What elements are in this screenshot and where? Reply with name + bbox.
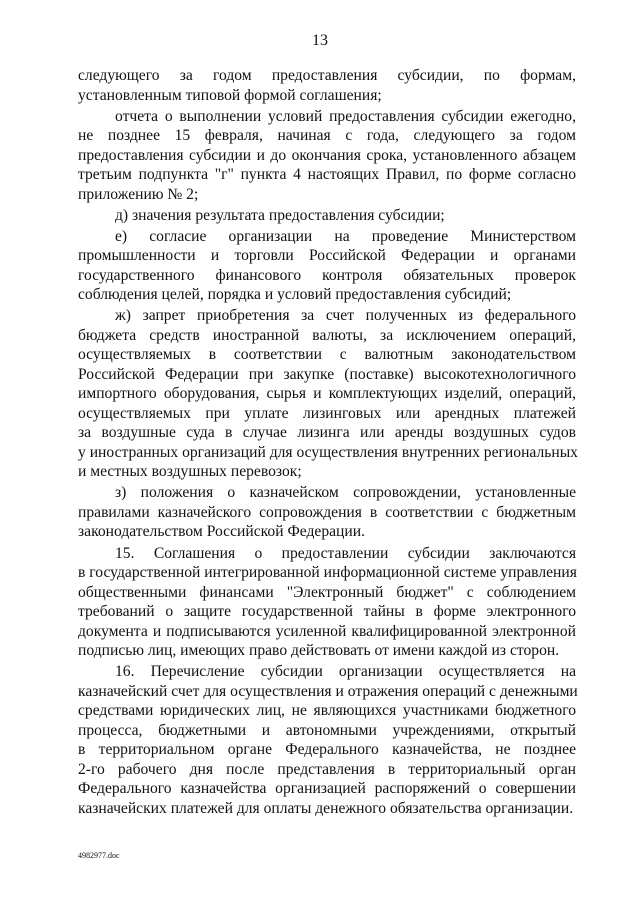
paragraph xyxy=(78,306,576,482)
text-line: казначейских платежей для оплаты денежного обязательства организации. xyxy=(78,799,574,817)
text-line: д) значения результата предоставления субсидии; xyxy=(115,206,445,224)
text-line: осуществляемых при уплате лизинговых или арендных платежей xyxy=(78,404,576,422)
text-line: подписью лиц, имеющих право действовать от имени каждой из сторон. xyxy=(78,642,560,660)
paragraph xyxy=(78,107,576,205)
paragraph xyxy=(78,544,576,661)
text-line: з) положения о казначейском сопровождении, установленные xyxy=(115,484,576,502)
text-line: и местных воздушных перевозок; xyxy=(78,463,302,481)
text-line: процесса, бюджетными и автономными учреждениями, открытый xyxy=(78,721,576,739)
text-line: законодательством Российской Федерации. xyxy=(78,523,365,541)
text-line: осуществляемых в соответствии с валютным законодательством xyxy=(78,346,576,364)
text-line: общественными финансами "Электронный бюджет" с соблюдением xyxy=(78,583,576,601)
document-body xyxy=(78,66,576,818)
text-line: Федерального казначейства организацией распоряжений о совершении xyxy=(78,780,576,798)
text-line: Российской Федерации при закупке (поставке) высокотехнологичного xyxy=(78,365,576,383)
text-line: бюджета средств иностранной валюты, за исключением операций, xyxy=(78,326,576,344)
text-line: е) согласие организации на проведение Министерством xyxy=(115,227,576,245)
text-line: ж) запрет приобретения за счет полученных из федерального xyxy=(115,307,576,325)
paragraph xyxy=(78,483,576,542)
text-line: в государственной интегрированной информационной системе управления xyxy=(78,564,577,582)
text-line: за воздушные суда в случае лизинга или аренды воздушных судов xyxy=(78,424,576,442)
text-line: 15. Соглашения о предоставлении субсидии заключаются xyxy=(115,544,576,562)
text-line: установленным типовой формой соглашения; xyxy=(78,86,382,104)
text-line: третьим подпункта "г" пункта 4 настоящих Правил, по форме согласно xyxy=(78,166,576,184)
footer-filename: 4982977.doc xyxy=(78,851,120,860)
text-line: в территориальном органе Федерального казначейства, не позднее xyxy=(78,741,576,759)
text-line: казначейский счет для осуществления и отражения операций с денежными xyxy=(78,682,578,700)
text-line: отчета о выполнении условий предоставления субсидии ежегодно, xyxy=(115,107,576,125)
text-line: промышленности и торговли Российской Федерации и органами xyxy=(78,247,576,265)
text-line: государственного финансового контроля обязательных проверок xyxy=(78,266,576,284)
text-line: приложению № 2; xyxy=(78,185,199,203)
paragraph xyxy=(78,66,576,105)
text-line: требований о защите государственной тайны в форме электронного xyxy=(78,603,576,621)
text-line: предоставления субсидии и до окончания срока, установленного абзацем xyxy=(78,146,576,164)
text-line: у иностранных организаций для осуществления внутренних региональных xyxy=(78,443,578,461)
text-line: следующего за годом предоставления субсидии, по формам, xyxy=(78,67,576,84)
text-line: средствами юридических лиц, не являющихся участниками бюджетного xyxy=(78,702,576,720)
paragraph xyxy=(78,227,576,305)
text-line: соблюдения целей, порядка и условий предоставления субсидий; xyxy=(78,286,512,304)
text-line: не позднее 15 февраля, начиная с года, следующего за годом xyxy=(78,127,576,145)
paragraph xyxy=(78,662,576,818)
text-line: 2-го рабочего дня после представления в территориальный орган xyxy=(78,760,576,778)
text-line: документа и подписываются усиленной квалифицированной электронной xyxy=(78,622,576,640)
text-line: правилами казначейского сопровождения в соответствии с бюджетным xyxy=(78,503,576,521)
page-number: 13 xyxy=(312,32,328,49)
text-line: импортного оборудования, сырья и комплектующих изделий, операций, xyxy=(78,385,576,403)
paragraph xyxy=(78,206,576,226)
text-line: 16. Перечисление субсидии организации осуществляется на xyxy=(115,663,576,681)
